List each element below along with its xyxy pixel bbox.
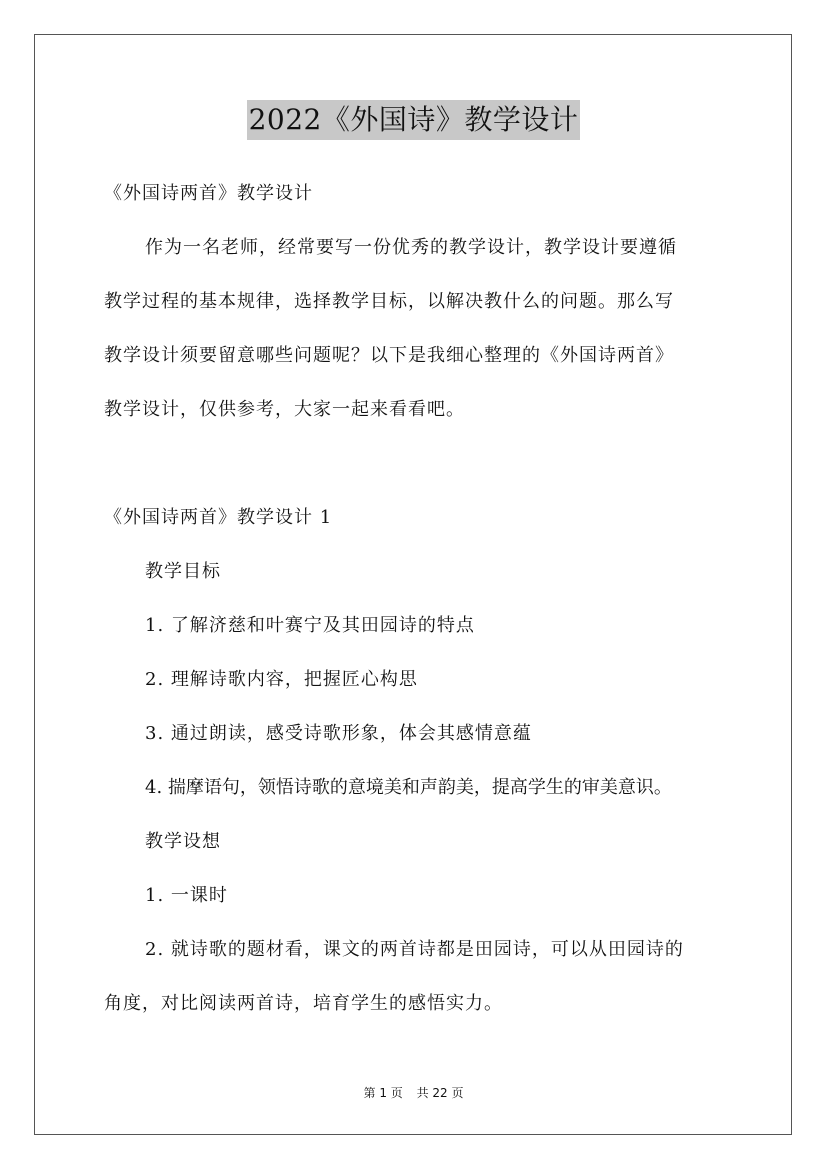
design-item: 1. 一课时	[145, 885, 228, 906]
goals-heading: 教学目标	[145, 561, 221, 582]
design-item: 角度，对比阅读两首诗，培育学生的感悟实力。	[104, 993, 503, 1014]
page-number: 第 1 页	[363, 1086, 403, 1100]
page-total: 共 22 页	[416, 1086, 464, 1100]
intro-line: 教学过程的基本规律，选择教学目标，以解决教什么的问题。那么写	[104, 291, 674, 312]
intro-line: 教学设计，仅供参考，大家一起来看看吧。	[104, 399, 465, 420]
goal-item: 1. 了解济慈和叶赛宁及其田园诗的特点	[145, 615, 475, 636]
intro-line: 作为一名老师，经常要写一份优秀的教学设计，教学设计要遵循	[145, 237, 677, 258]
goal-item: 2. 理解诗歌内容，把握匠心构思	[145, 669, 418, 690]
section-heading: 《外国诗两首》教学设计 1	[104, 507, 333, 528]
design-item: 2. 就诗歌的题材看，课文的两首诗都是田园诗，可以从田园诗的	[145, 939, 684, 960]
document-title: 2022《外国诗》教学设计	[247, 100, 581, 140]
goal-item: 4. 揣摩语句，领悟诗歌的意境美和声韵美，提高学生的审美意识。	[145, 777, 672, 798]
title-wrap	[0, 100, 827, 140]
subtitle: 《外国诗两首》教学设计	[104, 183, 313, 204]
intro-line: 教学设计须要留意哪些问题呢？以下是我细心整理的《外国诗两首》	[104, 345, 674, 366]
goal-item: 3. 通过朗读，感受诗歌形象，体会其感情意蕴	[145, 723, 532, 744]
page-footer	[0, 1084, 827, 1101]
design-heading: 教学设想	[145, 831, 221, 852]
